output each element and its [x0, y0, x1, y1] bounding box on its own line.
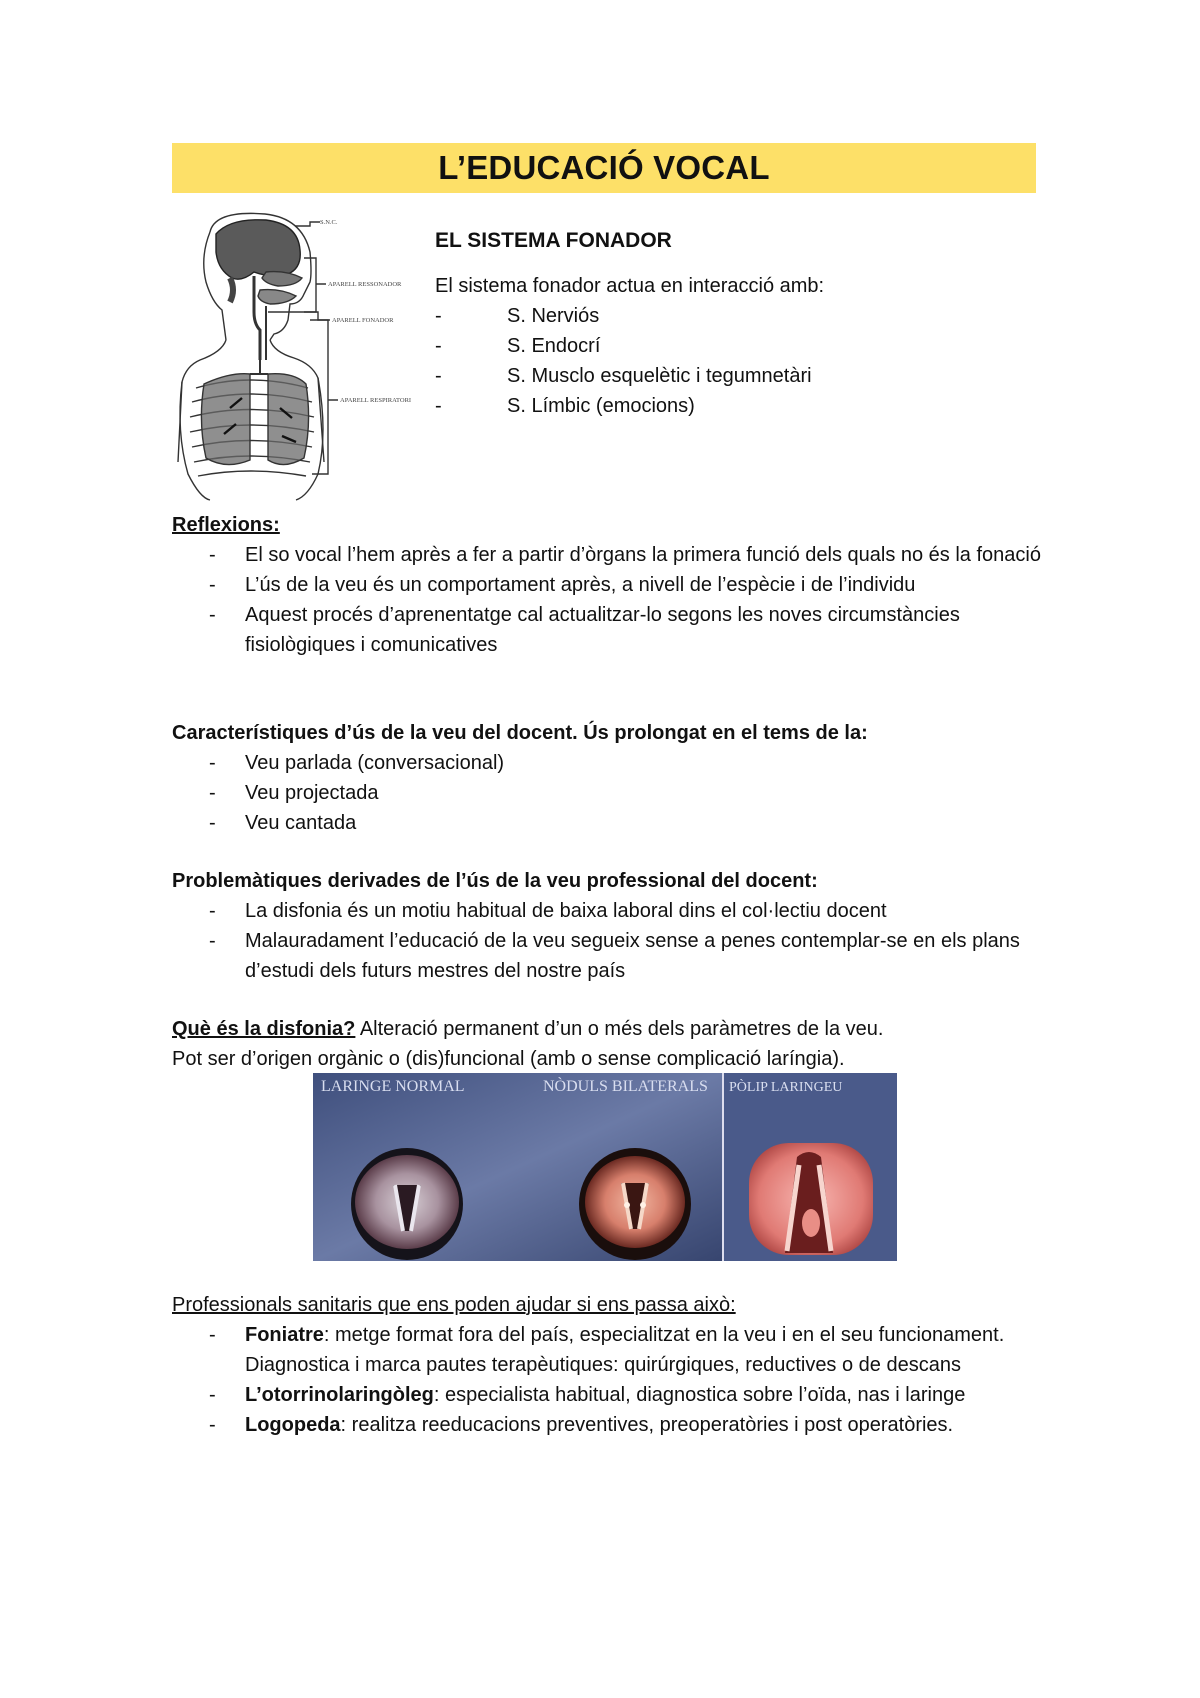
- sistema-fonador-section: [435, 226, 995, 421]
- term-foniatre: Foniatre: [245, 1324, 324, 1346]
- nasal-cavity: [262, 272, 302, 286]
- label-fonador: APARELL FONADOR: [332, 317, 394, 324]
- term-logopeda: Logopeda: [245, 1414, 341, 1436]
- problematiques-section: [172, 866, 1042, 986]
- list-item: - Malauradament l’educació de la veu segueix sense a penes contemplar-se en els plans d’estudi dels futurs mestres del nostre país: [209, 930, 1020, 982]
- larynx-photos: [313, 1073, 897, 1261]
- bracket-respiratori: [310, 320, 338, 474]
- list-item: - L’otorrinolaringòleg: especialista habitual, diagnostica sobre l’oïda, nas i laringe: [209, 1384, 966, 1406]
- right-lung: [268, 374, 309, 465]
- disfonia-answer: Alteració permanent d’un o més dels paràmetres de la veu.: [355, 1018, 884, 1040]
- sistema-heading: EL SISTEMA FONADOR: [435, 229, 672, 252]
- problematiques-heading: Problemàtiques derivades de l’ús de la veu professional del docent:: [172, 870, 818, 892]
- photo-laringe-normal: [351, 1148, 463, 1260]
- professionals-heading: Professionals sanitaris que ens poden ajudar si ens passa això:: [172, 1294, 736, 1316]
- list-item: - L’ús de la veu és un comportament après, a nivell de l’espècie i de l’individu: [209, 574, 916, 596]
- sistema-list: [435, 301, 995, 421]
- problematiques-list: [172, 896, 1042, 986]
- list-item: - Foniatre: metge format fora del país, especialitzat en la veu i en el seu funcionament. Diagnostica i marca pautes terapèutiques: quirúrgiques, reductives o de descans: [209, 1324, 1005, 1376]
- list-item: - Logopeda: realitza reeducacions preventives, preoperatòries i post operatòries.: [209, 1414, 954, 1436]
- list-item: - S. Musclo esquelètic i tegumnetàri: [435, 365, 812, 387]
- reflexions-heading: Reflexions:: [172, 514, 280, 536]
- list-item: - Aquest procés d’aprenentatge cal actualitzar-lo segons les noves circumstàncies fisiològiques i comunicatives: [209, 604, 960, 656]
- sistema-intro: El sistema fonador actua en interacció amb:: [435, 275, 825, 297]
- disfonia-section: [172, 1014, 1042, 1074]
- photo-noduls-bilaterals: [579, 1148, 691, 1260]
- brain: [216, 220, 300, 279]
- label-noduls: NÒDULS BILATERALS: [543, 1078, 708, 1095]
- list-item: - S. Nerviós: [435, 305, 600, 327]
- caracteristiques-heading: Característiques d’ús de la veu del docent. Ús prolongat en el tems de la:: [172, 722, 868, 744]
- pharynx: [254, 276, 260, 360]
- label-respiratori: APARELL RESPIRATORI: [340, 397, 412, 404]
- label-snc: S.N.C.: [320, 219, 338, 226]
- list-item: - La disfonia és un motiu habitual de baixa laboral dins el col·lectiu docent: [209, 900, 887, 922]
- disfonia-definition: [172, 1014, 1042, 1044]
- oral-cavity: [258, 290, 296, 304]
- phonatory-system-figure: [170, 212, 430, 502]
- label-laringe-normal: LARINGE NORMAL: [321, 1078, 465, 1095]
- disfonia-origin: Pot ser d’origen orgànic o (dis)funcional (amb o sense complicació laríngia).: [172, 1048, 845, 1070]
- list-item: - Veu cantada: [209, 812, 357, 834]
- disfonia-question: Què és la disfonia?: [172, 1018, 356, 1040]
- label-ressonador: APARELL RESSONADOR: [328, 281, 402, 288]
- label-polip: PÒLIP LARINGEU: [729, 1080, 843, 1095]
- term-otorrino: L’otorrinolaringòleg: [245, 1384, 434, 1406]
- professionals-list: [172, 1320, 1042, 1440]
- title-banner: [172, 143, 1036, 193]
- left-lung: [201, 374, 250, 465]
- list-item: - El so vocal l’hem après a fer a partir d’òrgans la primera funció dels quals no és la fonació: [209, 544, 1041, 566]
- label-line-snc: [295, 222, 320, 226]
- list-item: - S. Endocrí: [435, 335, 601, 357]
- page-title: L’EDUCACIÓ VOCAL: [438, 149, 770, 186]
- list-item: - Veu projectada: [209, 782, 379, 804]
- caracteristiques-section: [172, 718, 1042, 838]
- caracteristiques-list: [172, 748, 1042, 838]
- reflexions-list: [172, 540, 1042, 660]
- photo-polip-laringeu: [749, 1143, 873, 1255]
- reflexions-section: [172, 510, 1042, 660]
- bracket-ressonador: [304, 258, 326, 312]
- professionals-section: [172, 1290, 1042, 1440]
- list-item: - S. Límbic (emocions): [435, 395, 695, 417]
- list-item: - Veu parlada (conversacional): [209, 752, 505, 774]
- bracket-fonador: [268, 312, 330, 320]
